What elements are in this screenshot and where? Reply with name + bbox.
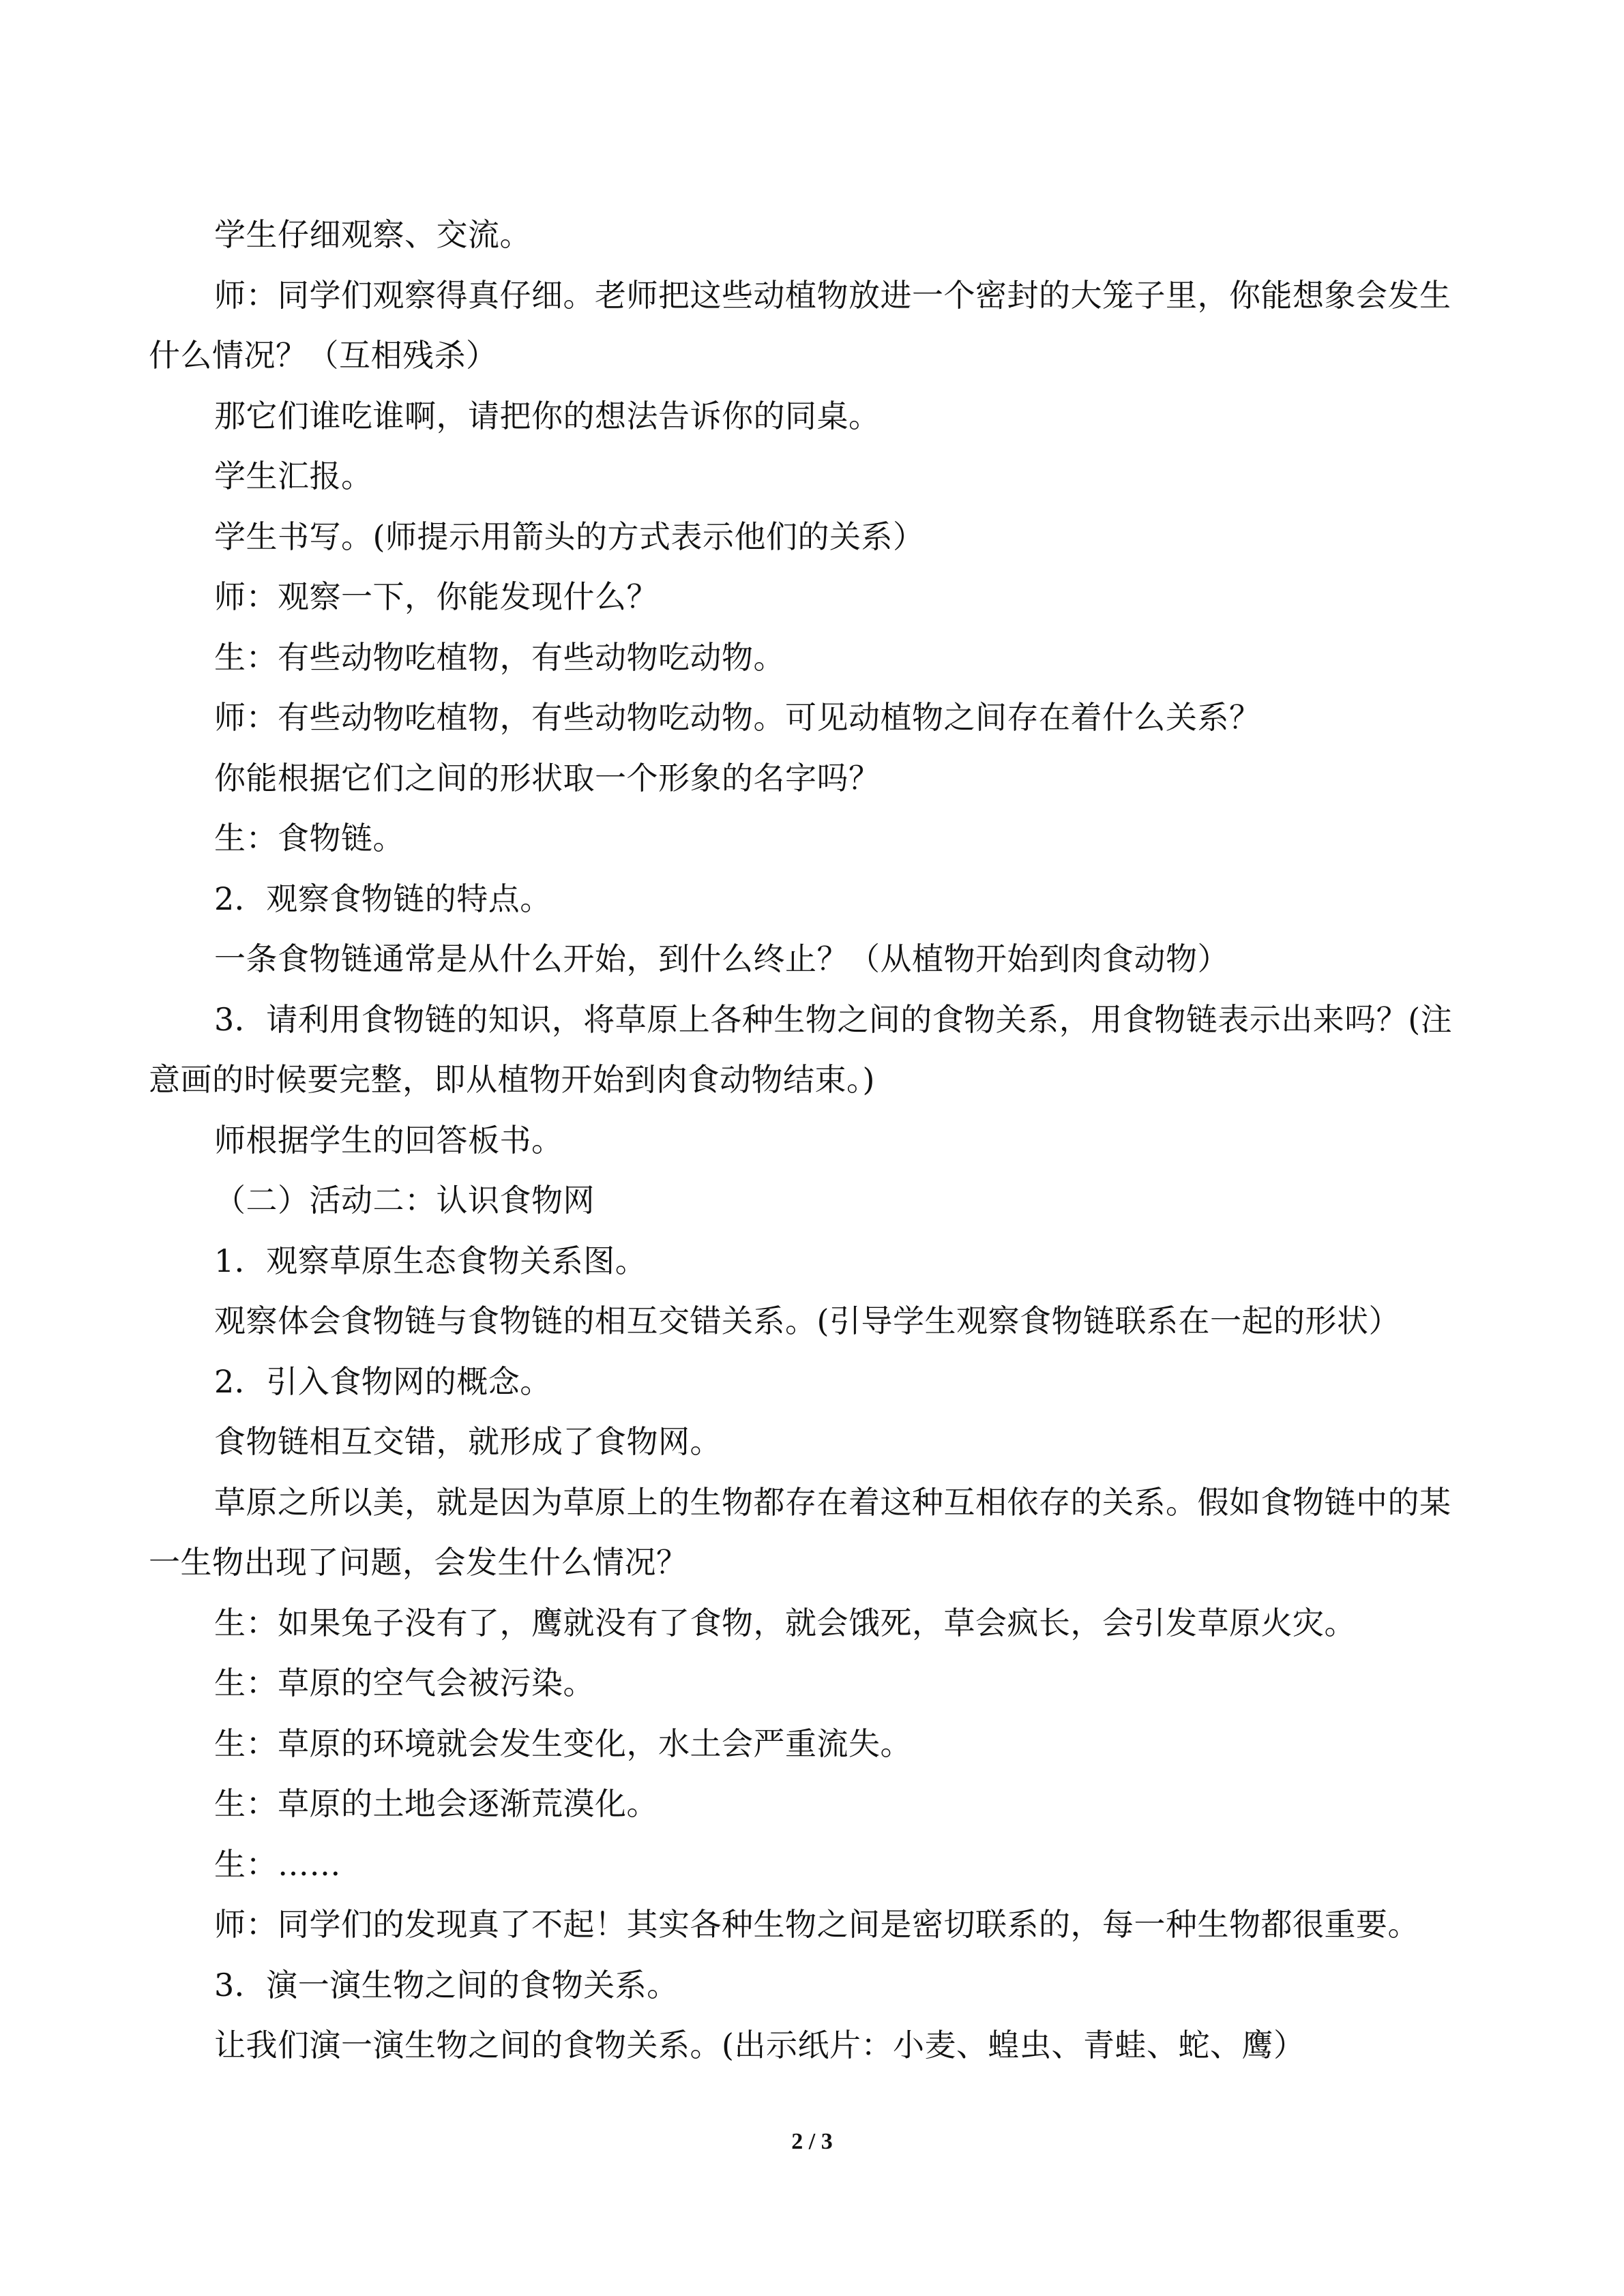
paragraph: 让我们演一演生物之间的食物关系。(出示纸片：小麦、蝗虫、青蛙、蛇、鹰） [214,2027,1305,2063]
paragraph: 生：草原的空气会被污染。 [214,1665,595,1701]
section-heading: 2．引入食物网的概念。 [214,1362,552,1400]
page-number: 2 / 3 [791,2129,833,2154]
paragraph: 一条食物链通常是从什么开始，到什么终止？（从植物开始到肉食动物） [214,940,1229,977]
section-heading: 3．请利用食物链的知识，将草原上各种生物之间的食物关系，用食物链表示出来吗？(注意画的时候要完整，即从植物开始到肉食动物结束。) [149,1000,1453,1098]
section-heading: 1．观察草原生态食物关系图。 [214,1242,647,1279]
paragraph: 草原之所以美，就是因为草原上的生物都存在着这种互相依存的关系。假如食物链中的某一生物出现了问题，会发生什么情况？ [149,1483,1451,1581]
paragraph: 生：食物链。 [214,820,404,856]
paragraph: 观察体会食物链与食物链的相互交错关系。(引导学生观察食物链联系在一起的形状） [214,1302,1400,1339]
paragraph: 生：草原的土地会逐渐荒漠化。 [214,1785,658,1822]
section-heading: 3．演一演生物之间的食物关系。 [214,1966,679,2003]
paragraph: 学生仔细观察、交流。 [214,216,531,253]
section-heading: （二）活动二：认识食物网 [214,1182,595,1219]
paragraph: 师：同学们观察得真仔细。老师把这些动植物放进一个密封的大笼子里，你能想象会发生什么情况？（互相残杀） [149,276,1451,374]
paragraph: 师：同学们的发现真了不起！其实各种生物之间是密切联系的，每一种生物都很重要。 [214,1906,1419,1943]
paragraph: 你能根据它们之间的形状取一个形象的名字吗？ [214,759,881,796]
paragraph: 那它们谁吃谁啊，请把你的想法告诉你的同桌。 [214,397,881,434]
paragraph: 学生书写。(师提示用箭头的方式表示他们的关系） [214,518,925,555]
paragraph: 师：观察一下，你能发现什么？ [214,578,658,615]
paragraph: 学生汇报。 [214,458,373,494]
paragraph: 师根据学生的回答板书。 [214,1121,563,1159]
section-heading: 2．观察食物链的特点。 [214,880,552,917]
paragraph: 生：如果兔子没有了，鹰就没有了食物，就会饿死，草会疯长，会引发草原火灾。 [214,1604,1356,1641]
document-body [149,205,1462,2076]
paragraph: 食物链相互交错，就形成了食物网。 [214,1423,722,1460]
paragraph: 生：草原的环境就会发生变化，水土会严重流失。 [214,1725,912,1762]
paragraph: 生：…… [214,1845,341,1883]
paragraph: 生：有些动物吃植物，有些动物吃动物。 [214,638,785,676]
paragraph: 师：有些动物吃植物，有些动物吃动物。可见动植物之间存在着什么关系？ [214,699,1261,736]
